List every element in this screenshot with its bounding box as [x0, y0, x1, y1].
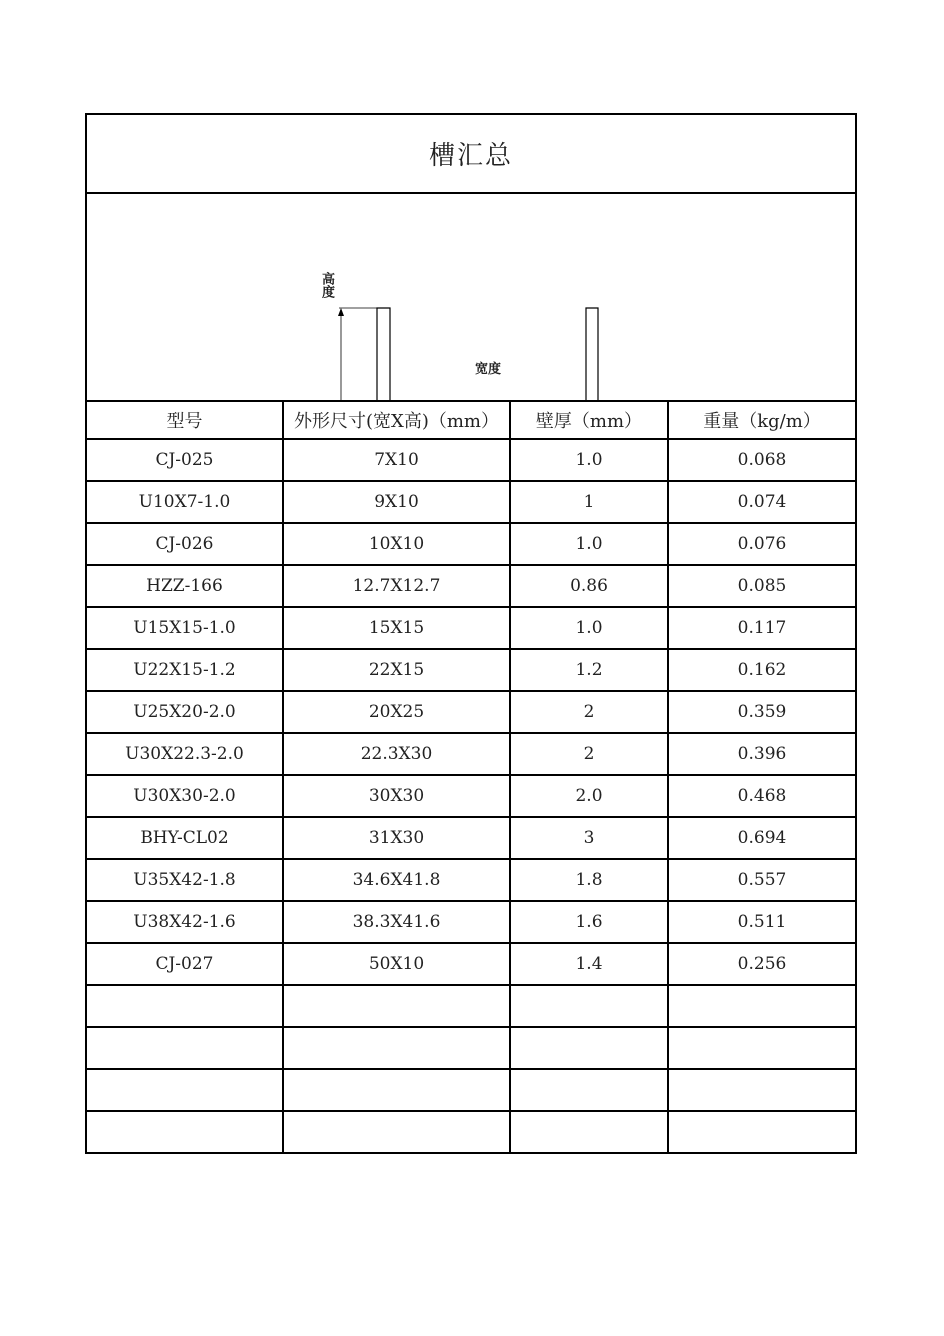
channel-summary-sheet — [85, 113, 857, 1154]
dimensions-cell: 15X15 — [283, 607, 510, 649]
weight-cell: 0.117 — [668, 607, 855, 649]
weight-cell — [668, 985, 855, 1027]
channel-profile-svg — [87, 194, 855, 400]
wall-thickness-cell: 1.2 — [510, 649, 668, 691]
column-header-weight: 重量（kg/m） — [668, 402, 855, 439]
weight-cell: 0.076 — [668, 523, 855, 565]
weight-cell — [668, 1069, 855, 1111]
model-cell — [87, 1027, 283, 1069]
page-title: 槽汇总 — [87, 115, 855, 194]
height-dimension — [338, 308, 379, 400]
dimensions-cell — [283, 985, 510, 1027]
dimensions-cell: 38.3X41.6 — [283, 901, 510, 943]
wall-thickness-cell: 2 — [510, 733, 668, 775]
weight-cell: 0.396 — [668, 733, 855, 775]
weight-cell: 0.468 — [668, 775, 855, 817]
dimensions-cell: 12.7X12.7 — [283, 565, 510, 607]
model-cell: U15X15-1.0 — [87, 607, 283, 649]
model-cell: U22X15-1.2 — [87, 649, 283, 691]
table-row — [87, 523, 855, 565]
model-cell — [87, 985, 283, 1027]
column-header-wall-thickness: 壁厚（mm） — [510, 402, 668, 439]
model-cell: CJ-025 — [87, 439, 283, 481]
weight-cell: 0.162 — [668, 649, 855, 691]
wall-thickness-cell — [510, 1027, 668, 1069]
dimensions-cell: 31X30 — [283, 817, 510, 859]
weight-cell: 0.085 — [668, 565, 855, 607]
weight-cell: 0.074 — [668, 481, 855, 523]
model-cell: U10X7-1.0 — [87, 481, 283, 523]
weight-cell: 0.557 — [668, 859, 855, 901]
model-cell: BHY-CL02 — [87, 817, 283, 859]
channel-profile-diagram — [87, 194, 855, 402]
wall-thickness-cell — [510, 1111, 668, 1152]
weight-cell — [668, 1027, 855, 1069]
model-cell — [87, 1111, 283, 1152]
model-cell — [87, 1069, 283, 1111]
table-row — [87, 901, 855, 943]
table-row — [87, 943, 855, 985]
table-row — [87, 691, 855, 733]
wall-thickness-cell: 1.8 — [510, 859, 668, 901]
weight-cell: 0.256 — [668, 943, 855, 985]
dimensions-cell: 22X15 — [283, 649, 510, 691]
model-cell: U25X20-2.0 — [87, 691, 283, 733]
dimensions-cell — [283, 1069, 510, 1111]
wall-thickness-cell: 1 — [510, 481, 668, 523]
channel-outline — [377, 308, 598, 400]
weight-cell: 0.694 — [668, 817, 855, 859]
model-cell: CJ-027 — [87, 943, 283, 985]
wall-thickness-cell: 1.0 — [510, 439, 668, 481]
table-header-row — [87, 402, 855, 439]
wall-thickness-cell — [510, 1069, 668, 1111]
dimensions-cell: 22.3X30 — [283, 733, 510, 775]
table-row — [87, 1111, 855, 1152]
dimensions-cell — [283, 1027, 510, 1069]
wall-thickness-cell: 2.0 — [510, 775, 668, 817]
model-cell: HZZ-166 — [87, 565, 283, 607]
table-row — [87, 733, 855, 775]
weight-cell: 0.068 — [668, 439, 855, 481]
dimensions-cell: 10X10 — [283, 523, 510, 565]
table-row — [87, 985, 855, 1027]
wall-thickness-cell: 1.0 — [510, 607, 668, 649]
weight-cell — [668, 1111, 855, 1152]
wall-thickness-cell: 1.4 — [510, 943, 668, 985]
table-row — [87, 607, 855, 649]
table-row — [87, 775, 855, 817]
wall-thickness-cell: 2 — [510, 691, 668, 733]
channel-spec-table — [87, 402, 855, 1152]
dimensions-cell: 7X10 — [283, 439, 510, 481]
wall-thickness-cell: 1.6 — [510, 901, 668, 943]
table-row — [87, 649, 855, 691]
model-cell: CJ-026 — [87, 523, 283, 565]
dimensions-cell: 50X10 — [283, 943, 510, 985]
weight-cell: 0.359 — [668, 691, 855, 733]
table-row — [87, 1069, 855, 1111]
dimensions-cell: 34.6X41.8 — [283, 859, 510, 901]
table-row — [87, 481, 855, 523]
wall-thickness-cell: 1.0 — [510, 523, 668, 565]
dimensions-cell: 9X10 — [283, 481, 510, 523]
dimensions-cell: 20X25 — [283, 691, 510, 733]
table-row — [87, 565, 855, 607]
height-label: 高度 — [319, 272, 334, 298]
table-row — [87, 817, 855, 859]
model-cell: U35X42-1.8 — [87, 859, 283, 901]
dimensions-cell — [283, 1111, 510, 1152]
column-header-dimensions: 外形尺寸(宽X高)（mm） — [283, 402, 510, 439]
table-row — [87, 1027, 855, 1069]
dimensions-cell: 30X30 — [283, 775, 510, 817]
width-label: 宽度 — [475, 362, 502, 377]
model-cell: U38X42-1.6 — [87, 901, 283, 943]
table-row — [87, 439, 855, 481]
wall-thickness-cell: 3 — [510, 817, 668, 859]
model-cell: U30X30-2.0 — [87, 775, 283, 817]
column-header-model: 型号 — [87, 402, 283, 439]
weight-cell: 0.511 — [668, 901, 855, 943]
wall-thickness-cell — [510, 985, 668, 1027]
wall-thickness-cell: 0.86 — [510, 565, 668, 607]
model-cell: U30X22.3-2.0 — [87, 733, 283, 775]
table-row — [87, 859, 855, 901]
